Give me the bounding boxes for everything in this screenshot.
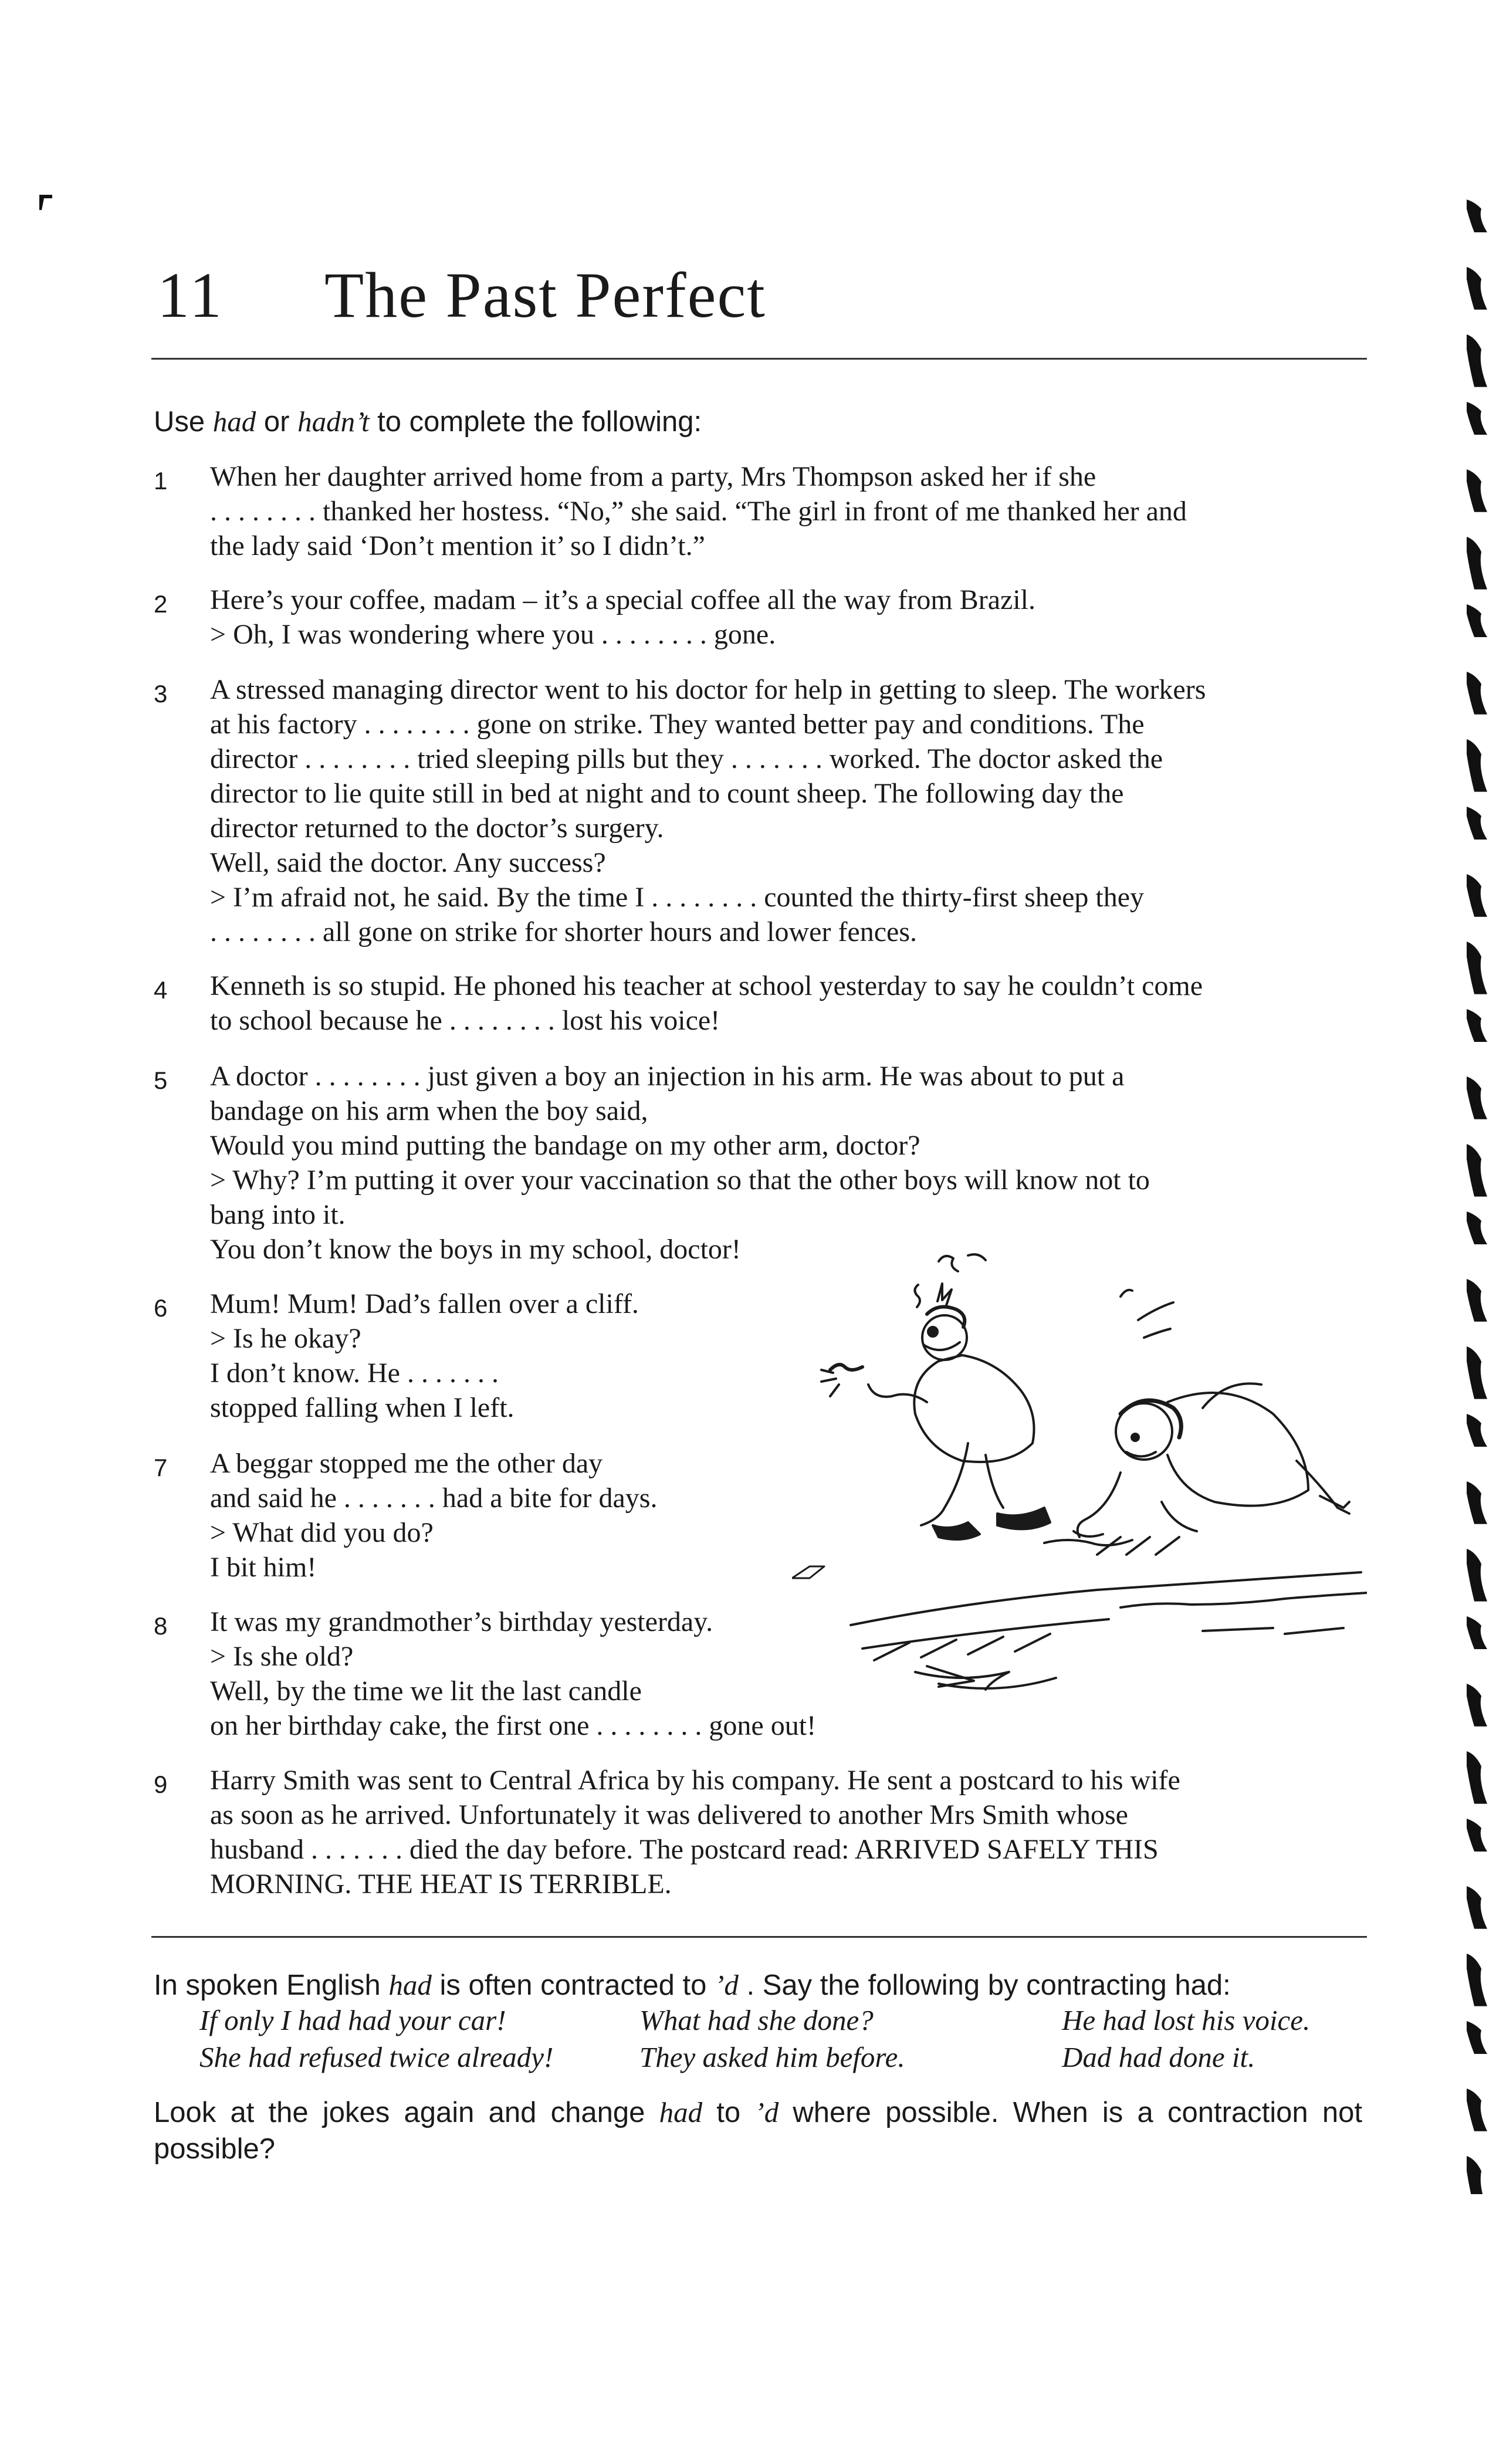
exercise-line: husband . . . . . . . died the day before. The postcard read: ARRIVED SAFELY THIS [210, 1834, 1159, 1865]
exercise-line: director to lie quite still in bed at night and to count sheep. The following day the [210, 778, 1124, 809]
contraction-examples [199, 2003, 1373, 2086]
exercise-line: > Is she old? [210, 1641, 354, 1672]
spoken-contraction: ’d [715, 1969, 739, 2001]
binding-mark [1467, 1414, 1487, 1447]
exercise-line: bang into it. [210, 1199, 346, 1230]
binding-mark [1467, 199, 1487, 232]
exercise-line: bandage on his arm when the boy said, [210, 1095, 648, 1126]
exercise-line: When her daughter arrived home from a party, Mrs Thompson asked her if she [210, 461, 1096, 492]
look-again-text: Look at the jokes again and change [154, 2097, 659, 2128]
instruction-hadnt: hadn’t [297, 405, 370, 438]
example-sentence: What had she done? [639, 2004, 874, 2036]
exercise-line: A doctor . . . . . . . . just given a boy an injection in his arm. He was about to put a [210, 1061, 1125, 1092]
binding-mark [1467, 469, 1487, 512]
exercise-number: 4 [154, 976, 168, 1004]
exercise-number: 3 [154, 680, 168, 708]
exercise-number: 7 [154, 1454, 168, 1481]
binding-mark [1467, 1751, 1487, 1804]
exercise-line: the lady said ‘Don’t mention it’ so I didn’t.” [210, 530, 705, 561]
instruction-had: had [212, 405, 256, 438]
instruction-text: Use [154, 406, 213, 438]
exercise-line: Harry Smith was sent to Central Africa by his company. He sent a postcard to his wife [210, 1765, 1180, 1796]
binding-mark [1467, 1886, 1487, 1929]
binding-mark [1467, 1616, 1487, 1649]
binding-mark [1467, 334, 1487, 387]
example-sentence: If only I had had your car! [199, 2004, 506, 2036]
binding-mark [1467, 1819, 1487, 1852]
exercise-number: 8 [154, 1612, 168, 1640]
binding-mark [1467, 1549, 1487, 1602]
exercise-line: Well, said the doctor. Any success? [210, 847, 606, 878]
binding-mark [1467, 267, 1487, 310]
look-again-had: had [659, 2096, 703, 2128]
look-again-middle: to [702, 2097, 755, 2128]
exercise-number: 1 [154, 467, 168, 495]
exercise-line: MORNING. THE HEAT IS TERRIBLE. [210, 1869, 672, 1900]
page-binding-edge [1461, 199, 1490, 2194]
exercise-item [210, 969, 1360, 1038]
spoken-had: had [388, 1969, 432, 2001]
binding-mark [1467, 1481, 1487, 1524]
exercise-item [210, 459, 1360, 563]
exercise-line: I don’t know. He . . . . . . . [210, 1358, 499, 1389]
exercise-line: . . . . . . . . all gone on strike for shorter hours and lower fences. [210, 916, 918, 947]
binding-mark [1467, 874, 1487, 917]
corner-mark-icon [38, 194, 53, 211]
exercise-line: as soon as he arrived. Unfortunately it was delivered to another Mrs Smith whose [210, 1799, 1128, 1830]
exercise-line: I bit him! [210, 1552, 317, 1583]
exercise-line: stopped falling when I left. [210, 1392, 515, 1423]
exercise-number: 2 [154, 590, 168, 618]
binding-mark [1467, 1279, 1487, 1322]
binding-mark [1467, 1211, 1487, 1244]
exercise-line: > I’m afraid not, he said. By the time I . . . . . . . . counted the thirty-first sheep they [210, 882, 1145, 913]
exercise-line: A beggar stopped me the other day [210, 1448, 603, 1479]
binding-mark [1467, 739, 1487, 792]
binding-mark [1467, 672, 1487, 715]
contraction-instruction [154, 1968, 1231, 2002]
binding-mark [1467, 1954, 1487, 2006]
example-sentence: Dad had done it. [1062, 2041, 1255, 2073]
binding-mark [1467, 1346, 1487, 1399]
binding-mark [1467, 1144, 1487, 1197]
example-sentence: She had refused twice already! [199, 2041, 554, 2073]
exercise-line: Here’s your coffee, madam – it’s a special coffee all the way from Brazil. [210, 584, 1035, 615]
binding-mark [1467, 1684, 1487, 1727]
binding-mark [1467, 1077, 1487, 1119]
spoken-middle: is often contracted to [431, 1969, 715, 2001]
exercise-line: and said he . . . . . . . had a bite for days. [210, 1483, 658, 1514]
exercise-line: > Oh, I was wondering where you . . . . . . . . gone. [210, 619, 776, 650]
page-title: The Past Perfect [324, 259, 766, 331]
exercise-line: > Is he okay? [210, 1323, 361, 1354]
exercise-line: You don’t know the boys in my school, doctor! [210, 1234, 741, 1265]
spoken-text: In spoken English [154, 1969, 389, 2001]
section-divider [151, 1936, 1367, 1938]
binding-mark [1467, 1009, 1487, 1042]
instruction-suffix: to complete the following: [369, 406, 702, 438]
exercise-line: on her birthday cake, the first one . . . . . . . . gone out! [210, 1710, 817, 1741]
example-sentence: He had lost his voice. [1062, 2004, 1311, 2036]
binding-mark [1467, 2156, 1487, 2194]
chapter-heading [157, 258, 1366, 346]
exercise-line: > Why? I’m putting it over your vaccination so that the other boys will know not to [210, 1165, 1150, 1196]
exercise-line: Well, by the time we lit the last candle [210, 1676, 642, 1707]
exercise-item [210, 1446, 797, 1585]
look-again-contraction: ’d [754, 2096, 779, 2128]
exercise-line: . . . . . . . . thanked her hostess. “No,” she said. “The girl in front of me thanked her and [210, 496, 1187, 527]
exercise-item [210, 583, 1360, 652]
binding-mark [1467, 537, 1487, 590]
binding-mark [1467, 2089, 1487, 2131]
binding-mark [1467, 402, 1487, 435]
example-sentence: They asked him before. [639, 2041, 905, 2073]
exercise-number: 5 [154, 1067, 168, 1094]
exercise-number: 9 [154, 1771, 168, 1798]
exercise-item [210, 1763, 1360, 1901]
binding-mark [1467, 942, 1487, 994]
exercise-item [210, 1287, 797, 1425]
exercise-item [210, 1059, 1360, 1267]
spoken-suffix: . Say the following by contracting had: [738, 1969, 1231, 2001]
binding-mark [1467, 2021, 1487, 2054]
look-again-instruction [154, 2094, 1362, 2167]
exercise-line: Mum! Mum! Dad’s fallen over a cliff. [210, 1288, 639, 1319]
exercise-line: A stressed managing director went to his doctor for help in getting to sleep. The workers [210, 674, 1206, 705]
exercise-line: Would you mind putting the bandage on my other arm, doctor? [210, 1130, 920, 1161]
exercise-line: to school because he . . . . . . . . lost his voice! [210, 1005, 720, 1036]
exercise-line: > What did you do? [210, 1517, 434, 1548]
chapter-number: 11 [157, 259, 224, 331]
cliff-fall-cartoon [792, 1250, 1367, 1707]
exercise-line: Kenneth is so stupid. He phoned his teacher at school yesterday to say he couldn’t come [210, 970, 1203, 1001]
exercise-number: 6 [154, 1294, 168, 1322]
binding-mark [1467, 807, 1487, 840]
exercise-line: at his factory . . . . . . . . gone on strike. They wanted better pay and conditions. The [210, 709, 1145, 740]
instruction-or: or [256, 406, 298, 438]
exercise-line: director returned to the doctor’s surgery. [210, 813, 664, 844]
exercise-instruction [154, 405, 702, 438]
exercise-item [210, 672, 1360, 949]
look-again-suffix: where possible. When is a contraction not possible? [154, 2097, 1363, 2165]
binding-mark [1467, 604, 1487, 637]
exercise-line: It was my grandmother’s birthday yesterday. [210, 1606, 713, 1637]
title-divider [151, 358, 1367, 360]
exercise-line: director . . . . . . . . tried sleeping pills but they . . . . . . . worked. The doctor asked the [210, 743, 1163, 774]
